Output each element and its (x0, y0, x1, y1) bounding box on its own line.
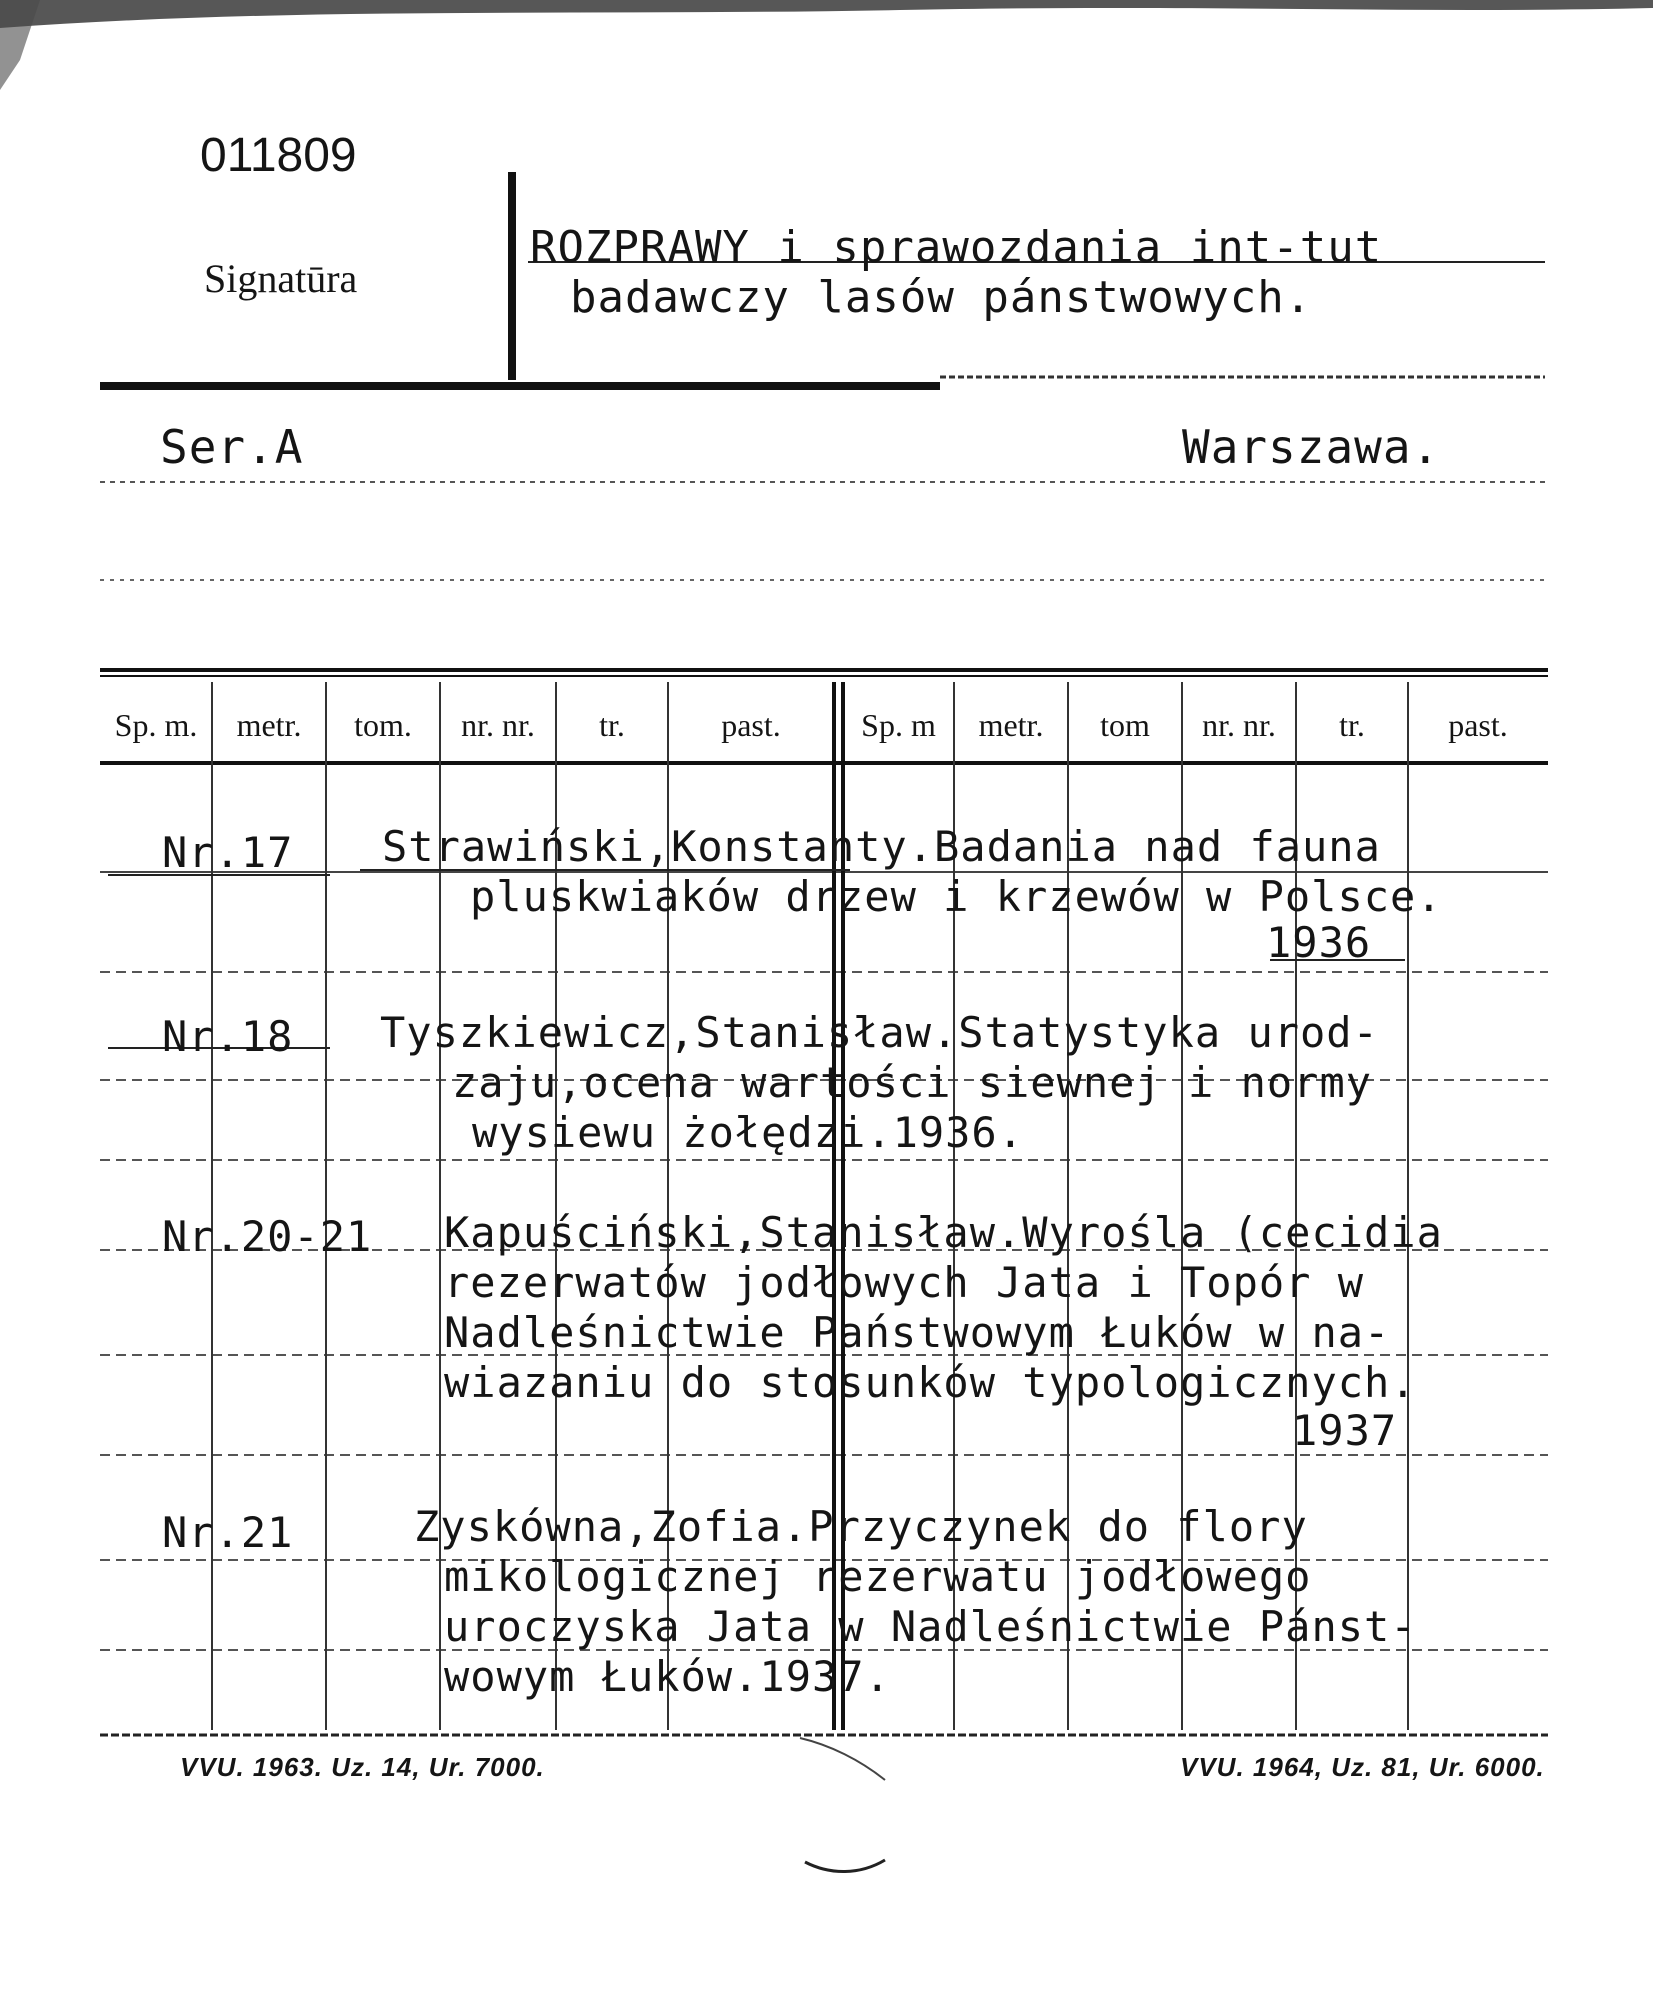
entry-line: mikologicznej rezerwatu jodłowego (444, 1552, 1312, 1601)
title-line-2: badawczy lasów pánstwowych. (570, 272, 1313, 323)
col-header-tr-left: tr. (599, 707, 625, 743)
signatura-label: Signatūra (204, 256, 358, 301)
col-header-past-right: past. (1448, 707, 1508, 743)
col-header-metr-right: metr. (978, 707, 1044, 743)
entry-nr: Nr.21 (162, 1508, 294, 1557)
col-header-past-left: past. (721, 707, 781, 743)
entry-line: rezerwatów jodłowych Jata i Topór w (444, 1258, 1365, 1307)
col-header-tom-left: tom. (354, 707, 412, 743)
entry-line: uroczyska Jata w Nadleśnictwie Pánst- (444, 1602, 1417, 1651)
entry-line: wowym Łuków.1937. (444, 1652, 891, 1701)
col-header-tom-right: tom (1100, 707, 1150, 743)
footer-note-left: VVU. 1963. Uz. 14, Ur. 7000. (180, 1752, 545, 1782)
col-header-nrnr-right: nr. nr. (1202, 707, 1276, 743)
footer-note-right: VVU. 1964, Uz. 81, Ur. 6000. (1180, 1752, 1545, 1782)
entry-line: wysiewu żołędzi.1936. (472, 1108, 1025, 1157)
city-label: Warszawa. (1182, 420, 1441, 474)
entry-line: Strawiński,Konstanty.Badania nad fauna (382, 822, 1381, 871)
title-line-1: ROZPRAWY i sprawozdania int-tut (530, 222, 1383, 273)
entry-line: 1937 (1292, 1406, 1398, 1455)
entry-line: Kapuściński,Stanisław.Wyrośla (cecidia (444, 1208, 1443, 1257)
entry-line: pluskwiaków drzew i krzewów w Polsce. (470, 872, 1443, 921)
entry-line: Nadleśnictwie Państwowym Łuków w na- (444, 1308, 1391, 1357)
entry-line: Zyskówna,Zofia.Przyczynek do flory (414, 1502, 1308, 1551)
entry-nr: Nr.17 (162, 828, 294, 877)
series-label: Ser.A (160, 420, 304, 474)
entry-line: zaju,ocena wartości siewnej i normy (452, 1058, 1373, 1107)
col-header-metr-left: metr. (236, 707, 302, 743)
entry-nr: Nr.18 (162, 1012, 294, 1061)
col-header-sp-m-right: Sp. m (861, 707, 936, 743)
entry-line: 1936 (1266, 918, 1372, 967)
entry-nr: Nr.20-21 (162, 1212, 373, 1261)
col-header-sp-m-left: Sp. m. (114, 707, 198, 743)
card-number: 011809 (200, 129, 357, 182)
entry-line: wiazaniu do stosunków typologicznych. (444, 1358, 1417, 1407)
col-header-tr-right: tr. (1339, 707, 1365, 743)
col-header-nrnr-left: nr. nr. (461, 707, 535, 743)
entry-line: Tyszkiewicz,Stanisław.Statystyka urod- (380, 1008, 1379, 1057)
